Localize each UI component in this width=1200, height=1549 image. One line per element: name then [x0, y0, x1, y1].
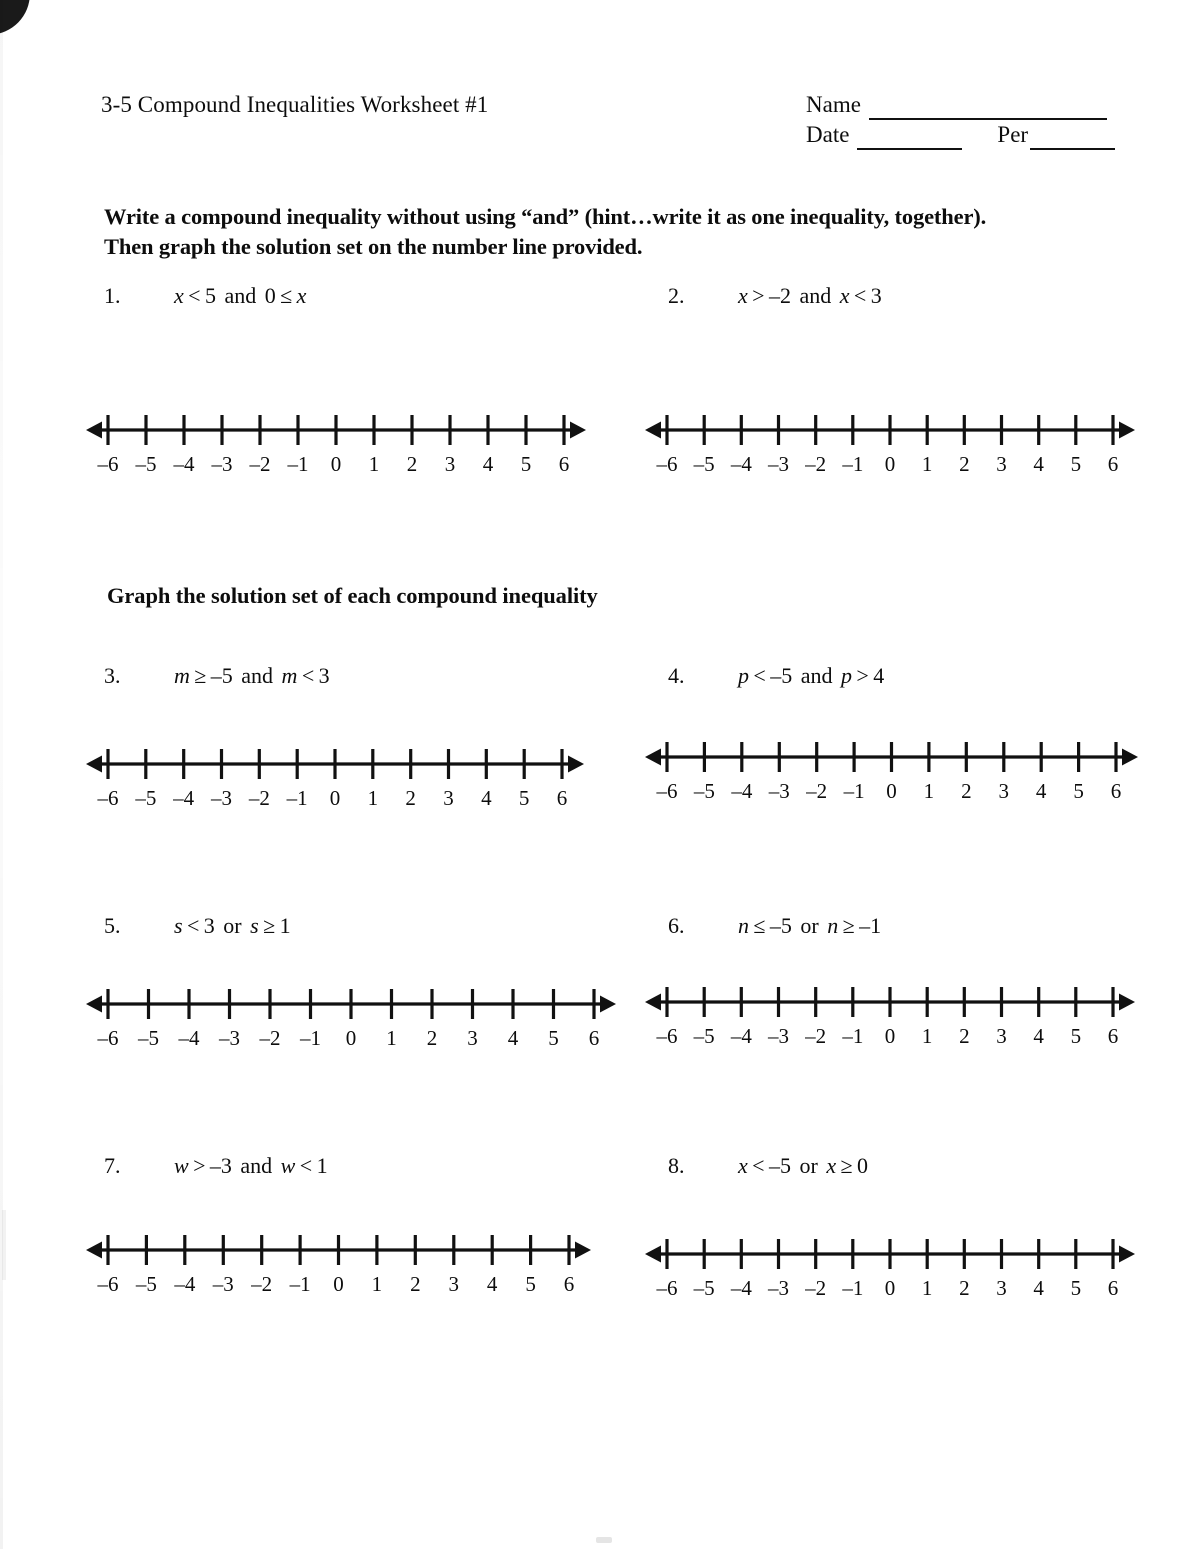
- date-input-rule[interactable]: [857, 130, 962, 150]
- problem-number: 4.: [668, 663, 685, 688]
- problem-expression: x > –2 and x < 3: [738, 283, 882, 308]
- tick-label: 3: [444, 452, 456, 476]
- number-line-labels: [645, 1276, 1135, 1306]
- tick-label: –1: [289, 1272, 311, 1296]
- problem-number: 5.: [104, 913, 121, 938]
- tick-label: –6: [97, 786, 119, 810]
- scan-artifact-speck-bottom: [596, 1537, 612, 1543]
- tick-label: 4: [481, 786, 492, 810]
- tick-label: –1: [842, 452, 864, 476]
- tick-label: 6: [556, 786, 568, 810]
- tick-label: –4: [730, 452, 752, 476]
- tick-label: 0: [329, 786, 341, 810]
- tick-label: 3: [443, 786, 454, 810]
- tick-label: 3: [996, 1276, 1007, 1300]
- tick-label: 4: [1033, 1276, 1044, 1300]
- tick-label: –3: [211, 786, 232, 810]
- problem-number: 8.: [668, 1153, 685, 1178]
- tick-label: –1: [286, 786, 308, 810]
- number-line-8[interactable]: [645, 1232, 1135, 1306]
- tick-label: 0: [884, 452, 896, 476]
- tick-label: –5: [135, 1272, 157, 1296]
- tick-label: 4: [507, 1026, 519, 1050]
- tick-label: –4: [173, 786, 195, 810]
- date-per-field-row: [806, 120, 1115, 150]
- problem-2: [668, 283, 882, 309]
- scan-artifact-left-edge: [0, 0, 3, 1549]
- tick-label: 6: [1107, 1276, 1119, 1300]
- problem-expression: x < 5 and 0 ≤ x: [174, 283, 307, 308]
- tick-label: –4: [173, 452, 195, 476]
- tick-label: 6: [563, 1272, 575, 1296]
- problem-5: [104, 913, 291, 939]
- tick-label: 6: [1107, 452, 1119, 476]
- number-line-labels: [86, 1272, 591, 1302]
- number-line-labels: [645, 779, 1138, 809]
- tick-label: –1: [842, 1024, 864, 1048]
- tick-label: 3: [996, 452, 1007, 476]
- tick-label: –3: [768, 1276, 789, 1300]
- tick-label: –6: [97, 1272, 119, 1296]
- name-label: Name: [806, 92, 861, 117]
- tick-label: 1: [368, 452, 380, 476]
- tick-label: 2: [410, 1272, 421, 1296]
- tick-label: 1: [367, 786, 379, 810]
- tick-label: 0: [884, 1276, 896, 1300]
- tick-label: –2: [259, 1026, 281, 1050]
- tick-label: 6: [1110, 779, 1122, 803]
- number-line-1[interactable]: [86, 408, 586, 482]
- tick-label: 5: [1070, 1024, 1082, 1048]
- tick-label: –4: [730, 1276, 752, 1300]
- section-heading: Graph the solution set of each compound inequality: [107, 583, 598, 608]
- problem-number: 6.: [668, 913, 685, 938]
- tick-label: –5: [693, 1024, 715, 1048]
- tick-label: –4: [178, 1026, 200, 1050]
- tick-label: 2: [959, 452, 970, 476]
- number-line-4[interactable]: [645, 735, 1138, 809]
- tick-label: –3: [211, 452, 233, 476]
- problem-6: [668, 913, 881, 939]
- tick-label: 6: [558, 452, 570, 476]
- tick-label: –4: [730, 1024, 752, 1048]
- tick-label: 0: [886, 779, 897, 803]
- tick-label: –5: [135, 452, 157, 476]
- number-line-labels: [645, 1024, 1135, 1054]
- problem-number: 3.: [104, 663, 121, 688]
- tick-label: 0: [333, 1272, 344, 1296]
- name-input-rule[interactable]: [869, 100, 1107, 120]
- problem-8: [668, 1153, 868, 1179]
- problem-expression: x < –5 or x ≥ 0: [738, 1153, 868, 1178]
- number-line-6[interactable]: [645, 980, 1135, 1054]
- header-fields: [806, 90, 1115, 150]
- problem-3: [104, 663, 330, 689]
- tick-label: 5: [518, 786, 530, 810]
- tick-label: –3: [212, 1272, 234, 1296]
- tick-label: 6: [1107, 1024, 1119, 1048]
- problem-expression: w > –3 and w < 1: [174, 1153, 328, 1178]
- tick-label: 5: [525, 1272, 536, 1296]
- tick-label: 0: [330, 452, 342, 476]
- tick-label: –5: [138, 1026, 159, 1050]
- tick-label: –2: [805, 1024, 827, 1048]
- tick-label: 1: [386, 1026, 397, 1050]
- problem-expression: s < 3 or s ≥ 1: [174, 913, 291, 938]
- number-line-labels: [645, 452, 1135, 482]
- tick-label: –6: [656, 1276, 678, 1300]
- tick-label: 4: [482, 452, 494, 476]
- tick-label: –1: [300, 1026, 321, 1050]
- tick-label: 0: [345, 1026, 357, 1050]
- tick-label: –6: [656, 1024, 678, 1048]
- tick-label: –1: [287, 452, 309, 476]
- tick-label: –1: [843, 779, 865, 803]
- problem-7: [104, 1153, 328, 1179]
- scan-artifact-speck-left: [2, 1210, 6, 1280]
- tick-label: –6: [97, 1026, 119, 1050]
- number-line-labels: [86, 452, 586, 482]
- tick-label: 0: [884, 1024, 896, 1048]
- tick-label: 1: [923, 779, 935, 803]
- instructions-line-2: Then graph the solution set on the number line provided.: [104, 234, 643, 259]
- tick-label: 2: [426, 1026, 438, 1050]
- tick-label: 5: [548, 1026, 559, 1050]
- problem-expression: n ≤ –5 or n ≥ –1: [738, 913, 882, 938]
- problem-number: 1.: [104, 283, 121, 308]
- per-input-rule[interactable]: [1030, 130, 1115, 150]
- tick-label: –2: [251, 1272, 273, 1296]
- tick-label: 2: [959, 1024, 970, 1048]
- number-line-5[interactable]: [86, 982, 616, 1056]
- tick-label: 2: [959, 1276, 970, 1300]
- tick-label: 4: [1033, 452, 1044, 476]
- tick-label: 2: [406, 452, 418, 476]
- tick-label: –4: [731, 779, 753, 803]
- tick-label: –5: [135, 786, 157, 810]
- tick-label: 1: [921, 1024, 933, 1048]
- number-line-7[interactable]: [86, 1228, 591, 1302]
- tick-label: 3: [467, 1026, 478, 1050]
- tick-label: 4: [1033, 1024, 1044, 1048]
- number-line-labels: [86, 786, 584, 816]
- problem-1: [104, 283, 306, 309]
- tick-label: 4: [1035, 779, 1047, 803]
- tick-label: 4: [486, 1272, 498, 1296]
- tick-label: –5: [693, 779, 715, 803]
- tick-label: –2: [248, 786, 270, 810]
- scan-artifact-corner: [0, 0, 37, 37]
- problem-number: 2.: [668, 283, 685, 308]
- tick-label: 5: [520, 452, 532, 476]
- date-label: Date: [806, 122, 850, 147]
- tick-label: –3: [768, 1024, 789, 1048]
- page-title: 3-5 Compound Inequalities Worksheet #1: [101, 92, 489, 117]
- tick-label: –5: [693, 1276, 715, 1300]
- number-line-labels: [86, 1026, 616, 1056]
- tick-label: –2: [249, 452, 271, 476]
- problem-number: 7.: [104, 1153, 121, 1178]
- instructions-line-1: Write a compound inequality without using “and” (hint…write it as one inequality, together).: [104, 204, 987, 229]
- tick-label: 2: [405, 786, 416, 810]
- tick-label: –3: [768, 452, 789, 476]
- tick-label: –3: [768, 779, 790, 803]
- tick-label: 5: [1070, 452, 1082, 476]
- tick-label: –1: [842, 1276, 864, 1300]
- tick-label: 2: [961, 779, 972, 803]
- instructions-block: [104, 202, 1104, 262]
- name-field-row: [806, 90, 1115, 120]
- tick-label: –2: [805, 1276, 827, 1300]
- tick-label: –2: [805, 452, 827, 476]
- tick-label: 3: [996, 1024, 1007, 1048]
- tick-label: –3: [219, 1026, 240, 1050]
- tick-label: 3: [448, 1272, 459, 1296]
- tick-label: 5: [1070, 1276, 1082, 1300]
- tick-label: 1: [921, 1276, 933, 1300]
- problem-expression: m ≥ –5 and m < 3: [174, 663, 330, 688]
- problem-4: [668, 663, 884, 689]
- number-line-2[interactable]: [645, 408, 1135, 482]
- per-label: Per: [997, 122, 1029, 147]
- tick-label: 5: [1073, 779, 1084, 803]
- problem-expression: p < –5 and p > 4: [738, 663, 885, 688]
- tick-label: –6: [656, 779, 678, 803]
- tick-label: –6: [97, 452, 119, 476]
- tick-label: –2: [806, 779, 828, 803]
- tick-label: 1: [371, 1272, 383, 1296]
- tick-label: 1: [921, 452, 933, 476]
- tick-label: –6: [656, 452, 678, 476]
- number-line-3[interactable]: [86, 742, 584, 816]
- tick-label: 6: [588, 1026, 600, 1050]
- tick-label: 3: [998, 779, 1009, 803]
- tick-label: –5: [693, 452, 715, 476]
- tick-label: –4: [174, 1272, 196, 1296]
